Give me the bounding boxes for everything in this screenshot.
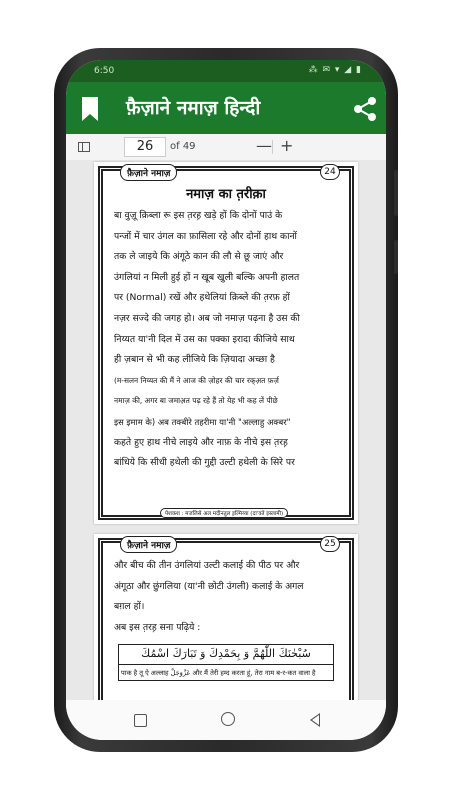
- system-nav-bar: [66, 700, 386, 740]
- back-icon[interactable]: [310, 713, 320, 727]
- text-line: पर (Normal) रखें और हथेलियां क़िब्ले की त़रफ़ हों: [114, 292, 290, 304]
- page-total-label: of 49: [170, 141, 196, 152]
- status-bar: [66, 60, 386, 82]
- text-line: बग़ल हों।: [114, 601, 145, 613]
- power-button: [394, 240, 398, 274]
- page-text: [114, 556, 338, 638]
- text-line: अंगूठा और छुंगलिया (या'नी छोटी उंगली) कलाई के अगल: [114, 580, 304, 592]
- text-line: उंगलियां न मिली हुई हों न खूब खुली बल्कि अपनी हालत: [114, 271, 300, 283]
- page-number-input[interactable]: 26: [124, 137, 166, 157]
- pdf-page: [94, 162, 358, 524]
- text-line: (म-सलन निय्यत की मैं ने आज की ज़ोहर की चार रक्अ़त फ़र्ज़: [114, 375, 279, 385]
- pdf-toolbar: [66, 134, 386, 161]
- share-icon[interactable]: [352, 96, 378, 122]
- page-number: 25: [320, 536, 340, 552]
- zoom-in-button[interactable]: +: [280, 136, 294, 155]
- text-line: नमाज़ की, अगर बा जमाअ़त पढ़ रहे हैं तो येह भी कह लें पीछे: [114, 396, 278, 406]
- page-header: फ़ैज़ाने नमाज़: [120, 164, 177, 181]
- device-screen: [66, 60, 386, 740]
- section-heading: नमाज़ का त़रीक़ा: [186, 187, 266, 202]
- home-icon[interactable]: [221, 712, 235, 726]
- status-icons: ⁂ ✉ ▾ ◢ ▮: [308, 65, 362, 75]
- text-line: और बीच की तीन उंगलियां उल्टी कलाई की पीठ पर और: [114, 560, 300, 571]
- recent-apps-icon[interactable]: [134, 714, 147, 727]
- status-time: 6:50: [94, 66, 115, 76]
- text-line: बांधिये कि सीधी हथेली की गुद्दी उल्टी हथेली के सिरे पर: [114, 457, 295, 469]
- translation-text: पाक है तू ऐ अल्लाह عَزَّوَجَلَّ और मैं तेरी हम्द करता हूं, तेरा नाम ब-र-कत वाला है: [121, 669, 316, 677]
- page-number: 24: [320, 164, 340, 180]
- app-bar: [66, 82, 386, 134]
- pdf-viewer[interactable]: [66, 160, 386, 700]
- page-header: फ़ैज़ाने नमाज़: [120, 536, 177, 553]
- zoom-out-button[interactable]: —: [256, 136, 272, 155]
- text-line: बा वुज़ू क़िब्ला रू इस त़रह़ खड़े हों कि दोनों पाउं के: [114, 210, 283, 221]
- page-text: [114, 206, 338, 474]
- text-line: निय्यत या'नी दिल में उस का पक्का इरादा कीजिये साथ: [114, 333, 295, 345]
- arabic-text: سُبْحٰنَكَ اللّٰهُمَّ وَ بِحَمْدِكَ وَ تَبَارَكَ اسْمُكَ: [119, 645, 333, 665]
- pdf-page: [94, 534, 358, 700]
- text-line: इस इमाम के) अब तक्बीरे तहरीमा या'नी "अल्लाहु अक्बर": [114, 416, 291, 427]
- bookmark-icon[interactable]: [80, 96, 100, 122]
- volume-button: [394, 170, 398, 216]
- text-line: कहते हुए हाथ नीचे लाइये और नाफ़ के नीचे इस त़रह़: [114, 436, 288, 448]
- sidebar-toggle-icon[interactable]: [78, 142, 90, 152]
- text-line: तक ले जाइये कि अंगूठे कान की लौ से छू जाएं और: [114, 251, 284, 263]
- toolbar-divider: [272, 140, 273, 154]
- page-footer: पेशकश : मजलिसे अल मदीनतुल इ़ल्मिय्या (दा'वते इस्लामी): [160, 508, 288, 518]
- arabic-prayer-box: [118, 644, 334, 681]
- text-line: नज़र सज्दे की जगह हो। अब जो नमाज़ पढ़ना है उस की: [114, 312, 300, 324]
- text-line: अब इस त़रह़ सना पढ़िये :: [114, 621, 201, 633]
- text-line: ही ज़बान से भी कह लीजिये कि ज़ियादा अच्छा है: [114, 354, 275, 366]
- text-line: पन्जों में चार उंगल का फ़ासिला रहे और दोनों हाथ कानों: [114, 230, 297, 242]
- app-title: फ़ैज़ाने नमाज़ हिन्दी: [126, 97, 261, 119]
